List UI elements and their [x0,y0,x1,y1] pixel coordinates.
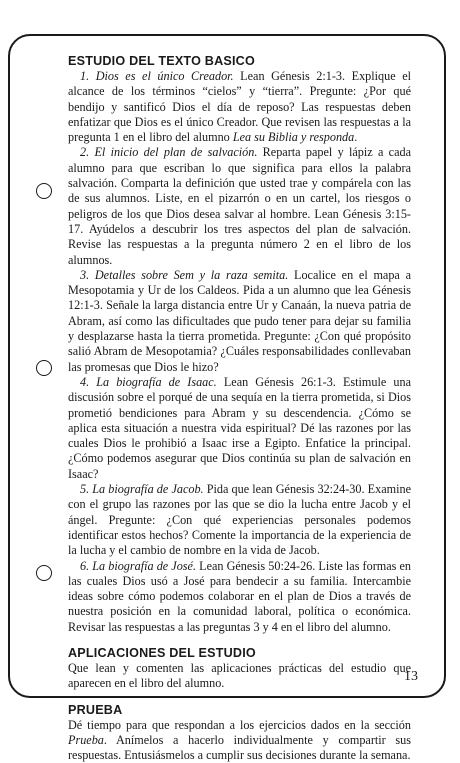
paragraph [68,69,411,145]
section-heading: ESTUDIO DEL TEXTO BASICO [68,54,255,68]
item-title: 5. La biografía de Jacob. [80,482,204,497]
item-text-tail: . [354,130,358,145]
item-text: Lean Génesis 50:24-26. Liste las formas en las cuales Dios usó a José para bendecir a su familia. Intercambie ideas sobre cómo podemos colaborar en el plan de Dios a través de nuestra posición en la comunidad laboral, política o económica. Revisar las respuestas a las preguntas 3 y 4 en el libro del alumno. [68,558,411,634]
item-title: 2. El inicio del plan de salvación. [80,145,258,160]
item-text: Lean Génesis 2:1-3. Explique el alcance de los términos “cielos” y “tierra”. Pregunte: ¿Por qué bendijo y santificó Dios el día de reposo? Las respuestas deben enfatizar que Dios es el único Creador. Que revisen las respuestas a la pregunta 1 en el libro del alumno [68,69,411,145]
paragraph [68,268,411,375]
page-content [68,54,411,763]
paragraph [68,559,411,635]
test-text-after: . Anímelos a hacerlo individualmente y compartir sus respuestas. Entusiásmelos a cumplir sus decisiones durante la semana. [68,732,411,763]
paragraph [68,375,411,482]
item-title: 3. Detalles sobre Sem y la raza semita. [80,267,289,282]
test-text: Dé tiempo para que respondan a los ejercicios dados en la sección [68,717,411,732]
item-title: 4. La biografía de Isaac. [80,374,217,389]
item-text-italic: Lea su Biblia y responda [232,130,355,145]
section-heading: APLICACIONES DEL ESTUDIO [68,645,256,660]
item-title: 6. La biografía de José. [80,558,197,573]
paragraph [68,482,411,558]
item-text: Reparta papel y lápiz a cada alumno para que escriban lo que significa para ellos la palabra salvación. Comparta la definición que usted trae y compárela con las de sus alumnos. Liste, en el pizarrón o en un cartel, los riesgos o peligros de los que Dios desea salvar al hombre. Lean Génesis 3:15-17. Ayúdelos a descubrir los tres aspectos del plan de salvación. Revise las respuestas a la pregunta número 2 en el libro de los alumnos. [68,145,411,267]
section-heading: PRUEBA [68,702,123,717]
binder-hole-icon [36,183,52,199]
item-title: 1. Dios es el único Creador. [80,69,234,83]
item-text: Lean Génesis 26:1-3. Estimule una discusión sobre el porqué de una sequía en la tierra prometida, si Dios prometió bendiciones para Abram y su descendencia. ¿Cómo se aplica esta situación a nuestra vida espiritual? Dé las razones por las cuales Dios le prohibió a Isaac irse a Egipto. Enfatice la principal. ¿Cómo podemos asegurar que Dios continúa su plan de salvación en Isaac? [68,374,411,481]
paragraph: Que lean y comenten las aplicaciones prácticas del estudio que aparecen en el libro del alumno. [68,660,411,691]
paragraph [68,718,411,763]
item-text: Localice en el mapa a Mesopotamia y Ur de los Caldeos. Pida a un alumno que lea Génesis 12:1-3. Señale la larga distancia entre Ur y Canaán, la nueva patria de Abram, así como las dificultades que pudo tener para dejar su familia y desplazarse hasta la tierra prometida. Pregunte: ¿Con qué propósito salió Abram de Mesopotamia? ¿Cuáles responsabilidades conllevaban las promesas que Dios le hizo? [68,267,411,374]
test-text-italic: Prueba [68,732,104,747]
binder-hole-icon [36,360,52,376]
page-number: 13 [404,669,418,684]
binder-hole-icon [36,565,52,581]
item-text: Pida que lean Génesis 32:24-30. Examine con el grupo las razones por las que se dio la lucha entre Jacob y el ángel. Pregunte: ¿Con qué experiencias personales podemos identificar estos hechos? Comente la importancia de la experiencia de la lucha y el cambio de nombre en la vida de Jacob. [68,482,411,558]
paragraph [68,145,411,267]
